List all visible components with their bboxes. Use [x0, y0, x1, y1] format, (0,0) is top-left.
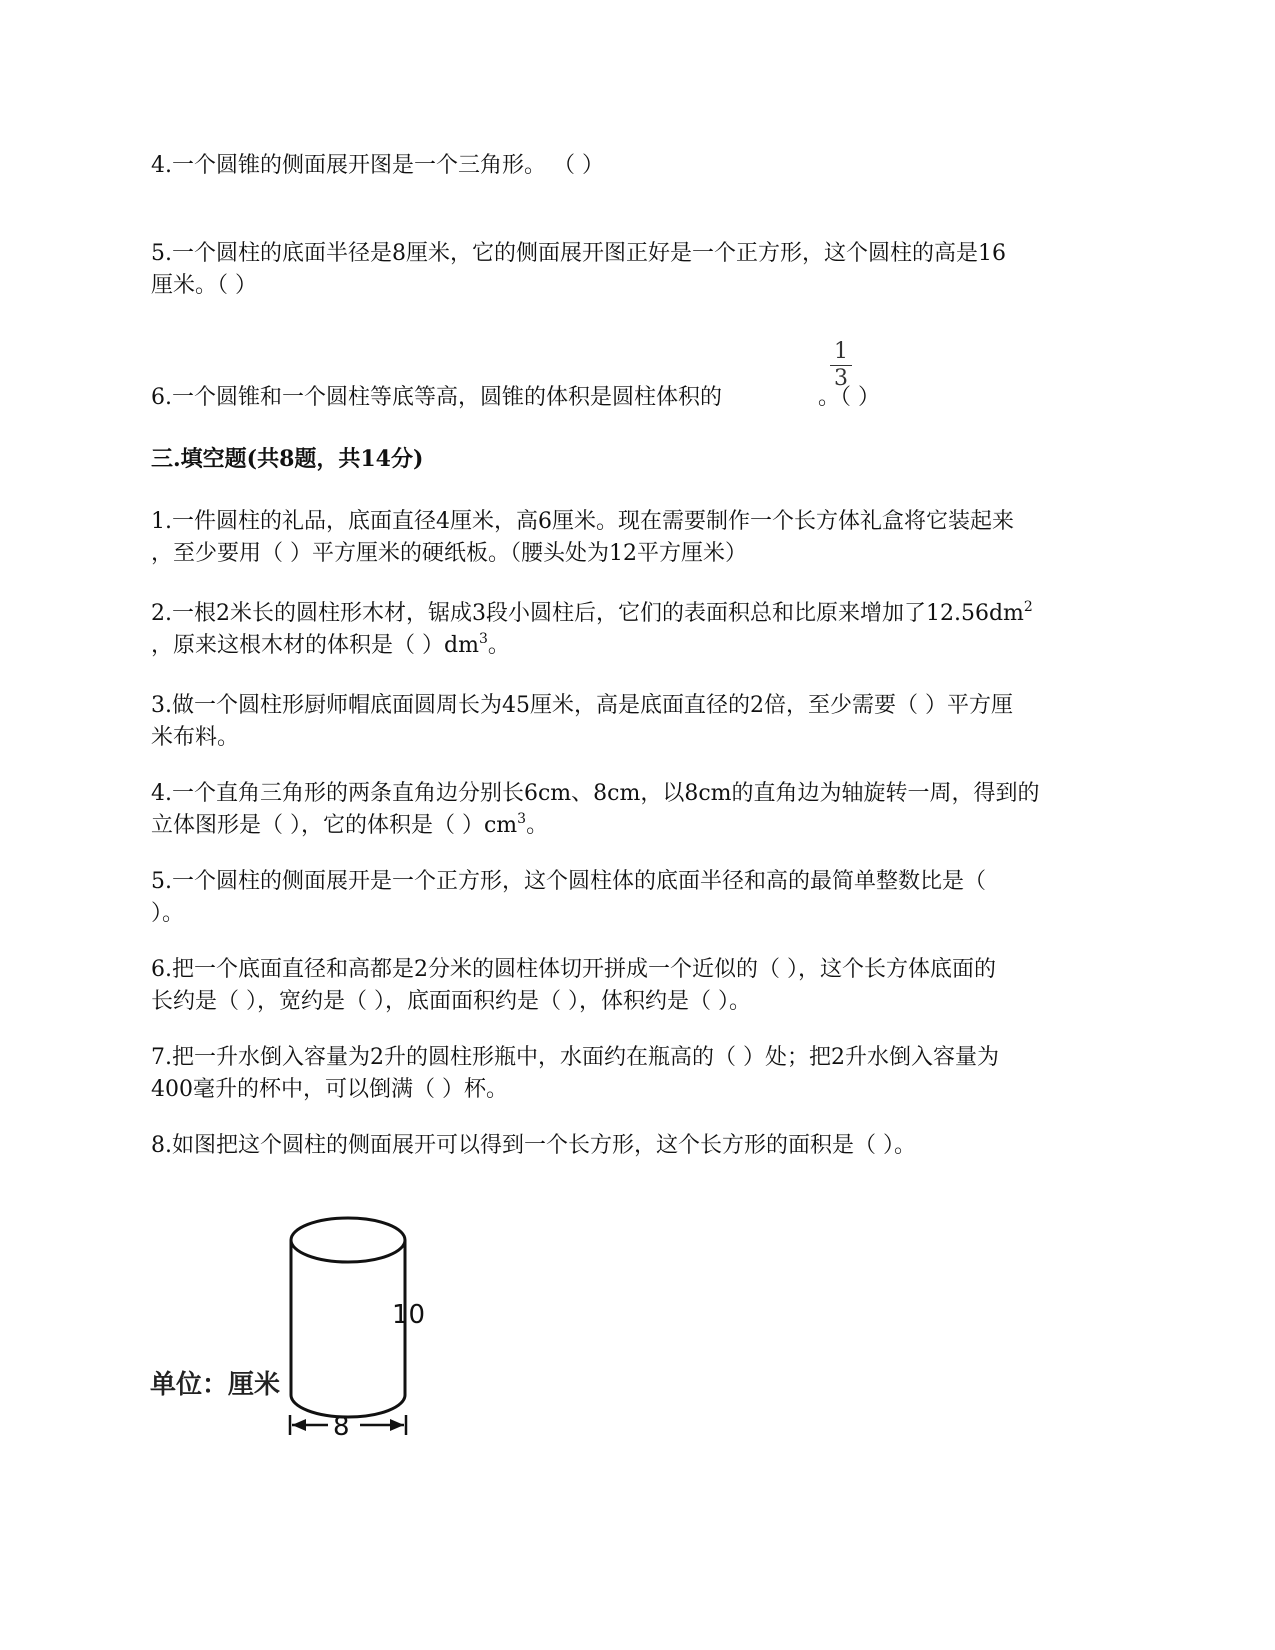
fill-question-6 — [151, 954, 1131, 1018]
fill-question-3-line-1: 3.做一个圆柱形厨师帽底面圆周长为45厘米，高是底面直径的2倍，至少需要（ ）平方厘 — [151, 693, 1013, 718]
section-heading: 三.填空题(共8题，共14分) — [151, 446, 424, 472]
fill-question-1 — [151, 506, 1131, 570]
fill-question-6-line-1: 6.把一个底面直径和高都是2分米的圆柱体切开拼成一个近似的（ ），这个长方体底面的 — [151, 957, 996, 982]
judge-question-6-text: 6.一个圆锥和一个圆柱等底等高，圆锥的体积是圆柱体积的 — [151, 385, 722, 410]
fill-question-4 — [151, 778, 1131, 842]
superscript-3: 3 — [517, 811, 527, 827]
fill-question-2-line-2: ，原来这根木材的体积是（ ）dm — [151, 633, 479, 658]
fill-question-1-line-2: ，至少要用（ ）平方厘米的硬纸板。（腰头处为12平方厘米） — [151, 541, 747, 566]
fill-question-1-line-1: 1.一件圆柱的礼品，底面直径4厘米，高6厘米。现在需要制作一个长方体礼盒将它装起来 — [151, 509, 1014, 534]
fill-question-8: 8.如图把这个圆柱的侧面展开可以得到一个长方形，这个长方形的面积是（ ）。 — [151, 1133, 916, 1158]
judge-question-5-line-2: 厘米。（ ） — [151, 273, 257, 298]
fill-question-7-line-2: 400毫升的杯中，可以倒满（ ）杯。 — [151, 1077, 508, 1102]
judge-question-6 — [151, 382, 1131, 414]
dimension-arrow-right — [390, 1419, 404, 1431]
judge-question-5-line-1: 5.一个圆柱的底面半径是8厘米，它的侧面展开图正好是一个正方形，这个圆柱的高是16 — [151, 241, 1006, 266]
superscript-3: 3 — [478, 631, 488, 647]
fill-question-5 — [151, 866, 1131, 930]
cylinder-diagram — [150, 1205, 450, 1455]
cylinder-top-ellipse — [291, 1218, 405, 1262]
judge-question-4: 4.一个圆锥的侧面展开图是一个三角形。 （ ） — [151, 153, 604, 178]
fraction-denominator: 3 — [834, 366, 848, 391]
fill-question-5-line-1: 5.一个圆柱的侧面展开是一个正方形，这个圆柱体的底面半径和高的最简单整数比是（ — [151, 869, 986, 894]
fraction-one-third — [826, 340, 856, 391]
fill-question-4-end: 。 — [526, 813, 549, 838]
dimension-arrow-left — [292, 1419, 306, 1431]
superscript-2: 2 — [1023, 599, 1033, 615]
fill-question-7 — [151, 1042, 1131, 1106]
fill-question-2 — [151, 598, 1131, 662]
fill-question-3-line-2: 米布料。 — [151, 725, 240, 750]
fill-question-2-end: 。 — [487, 633, 510, 658]
judge-question-6-tail: 。（ ） — [818, 385, 880, 410]
cylinder-figure — [150, 1205, 450, 1459]
judge-question-5 — [151, 238, 1131, 302]
height-label: 10 — [392, 1300, 426, 1330]
fill-question-2-line-1: 2.一根2米长的圆柱形木材，锯成3段小圆柱后，它们的表面积总和比原来增加了12.56dm — [151, 601, 1024, 626]
unit-label: 单位：厘米 — [150, 1370, 281, 1400]
fill-question-4-line-2: 立体图形是（ ），它的体积是（ ）cm — [151, 813, 518, 838]
fraction-numerator: 1 — [834, 339, 848, 364]
fill-question-6-line-2: 长约是（ ），宽约是（ ），底面面积约是（ ），体积约是（ ）。 — [151, 989, 751, 1014]
fill-question-4-line-1: 4.一个直角三角形的两条直角边分别长6cm、8cm，以8cm的直角边为轴旋转一周，得到的 — [151, 781, 1040, 806]
fill-question-3 — [151, 690, 1131, 754]
diameter-label: 8 — [333, 1412, 350, 1442]
fill-question-7-line-1: 7.把一升水倒入容量为2升的圆柱形瓶中，水面约在瓶高的（ ）处；把2升水倒入容量为 — [151, 1045, 999, 1070]
fill-question-5-line-2: ）。 — [151, 901, 185, 926]
